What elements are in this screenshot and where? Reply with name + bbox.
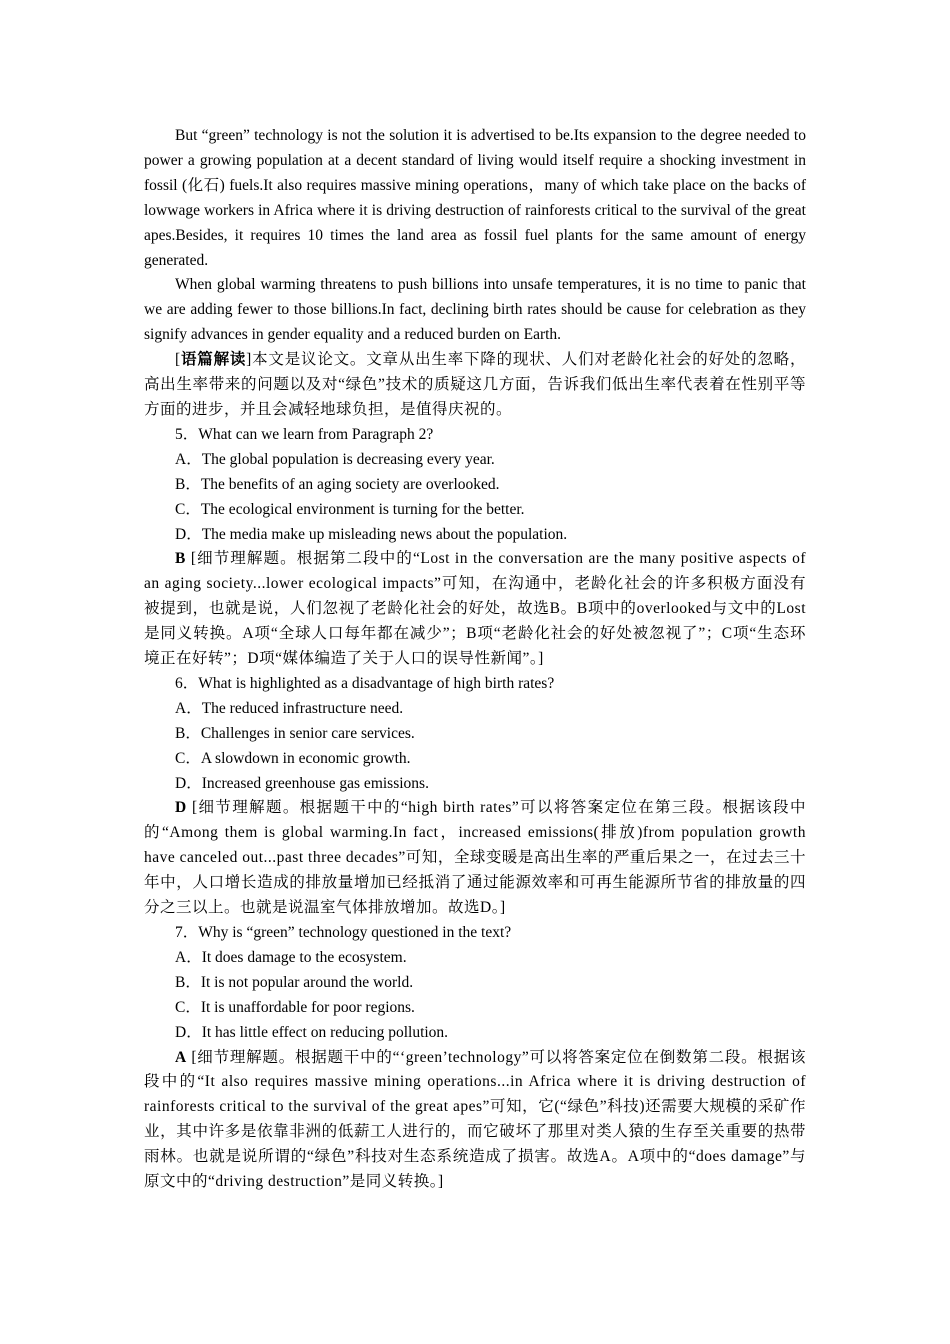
- reading-note-text: ]本文是议论文。文章从出生率下降的现状、人们对老龄化社会的好处的忽略，高出生率带来的问题以及对“绿色”技术的质疑这几方面，告诉我们低出生率代表着在性别平等方面的进步，并且会减轻地球负担，是值得庆祝的。: [144, 351, 806, 418]
- answer-letter: B: [175, 550, 186, 568]
- explanation-text: [细节理解题。根据题干中的“‘green’technology”可以将答案定位在倒数第二段。根据该段中的“It also requires massive mining operations...in Africa where it is driving destruction of rainforests critical to the survival of the great apes”可知，它(“绿色”科技)还需要大规模的采矿作业，其中许多是依靠非洲的低薪工人进行的，而它破坏了那里对类人猿的生存至关重要的热带雨林。也就是说所谓的“绿色”科技对生态系统造成了损害。故选A。A项中的“does damage”与原文中的“driving destruction”是同义转换。]: [144, 1048, 806, 1191]
- answer-letter: A: [175, 1048, 187, 1066]
- reading-note-open: [: [175, 351, 181, 369]
- question-option: B．It is not popular around the world.: [175, 973, 414, 991]
- question-option: C．It is unaffordable for poor regions.: [175, 998, 415, 1016]
- reading-note-label: 语篇解读: [180, 351, 247, 369]
- question-stem: 5．What can we learn from Paragraph 2?: [175, 425, 434, 443]
- document-page: [144, 124, 806, 1195]
- question-option: B．Challenges in senior care services.: [175, 724, 415, 742]
- answer-letter: D: [175, 799, 187, 817]
- question-option: A．The global population is decreasing every year.: [175, 450, 495, 468]
- passage-paragraph: But “green” technology is not the solution it is advertised to be.Its expansion to the degree needed to power a growing population at a decent standard of living would itself require a shocking investment in fossil (化石) fuels.It also requires massive mining operations，many of which take place on the backs of lowwage workers in Africa where it is driving destruction of rainforests critical to the survival of the great apes.Besides, it requires 10 times the land area as fossil fuel plants for the same amount of energy generated.: [144, 127, 806, 269]
- question-option: C．A slowdown in economic growth.: [175, 749, 411, 767]
- question-option: D．The media make up misleading news about the population.: [175, 525, 568, 543]
- question-stem: 7．Why is “green” technology questioned in the text?: [175, 924, 512, 941]
- answer-explanation: [144, 796, 806, 921]
- question-option: A．It does damage to the ecosystem.: [175, 948, 407, 966]
- question-option: D．Increased greenhouse gas emissions.: [175, 774, 429, 792]
- answer-explanation: [144, 1046, 806, 1195]
- explanation-text: [细节理解题。根据题干中的“high birth rates”可以将答案定位在第三段。根据该段中的“Among them is global warming.In fact，increased emissions(排放)from population growth have canceled out...past three decades”可知，全球变暖是高出生率的严重后果之一，在过去三十年中，人口增长造成的排放量增加已经抵消了通过能源效率和可再生能源所节省的排放量的四分之三以上。也就是说温室气体排放增加。故选D。]: [144, 799, 806, 917]
- explanation-text: [细节理解题。根据第二段中的“Lost in the conversation are the many positive aspects of an aging society...lower ecological impacts”可知，在沟通中，老龄化社会的许多积极方面没有被提到，也就是说，人们忽视了老龄化社会的好处，故选B。B项中的overlooked与文中的Lost是同义转换。A项“全球人口每年都在减少”；B项“老龄化社会的好处被忽视了”；C项“生态环境正在好转”；D项“媒体编造了关于人口的误导性新闻”。]: [144, 550, 806, 668]
- question-stem: 6．What is highlighted as a disadvantage of high birth rates?: [175, 674, 555, 692]
- question-option: C．The ecological environment is turning for the better.: [175, 500, 525, 518]
- question-option: B．The benefits of an aging society are overlooked.: [175, 475, 500, 493]
- passage-paragraph: When global warming threatens to push billions into unsafe temperatures, it is no time to panic that we are adding fewer to those billions.In fact, declining birth rates should be cause for celebration as they signify advances in gender equality and a reduced burden on Earth.: [144, 276, 806, 344]
- question-option: A．The reduced infrastructure need.: [175, 699, 404, 717]
- answer-explanation: [144, 547, 806, 672]
- question-option: D．It has little effect on reducing pollution.: [175, 1023, 449, 1041]
- reading-note: [144, 348, 806, 423]
